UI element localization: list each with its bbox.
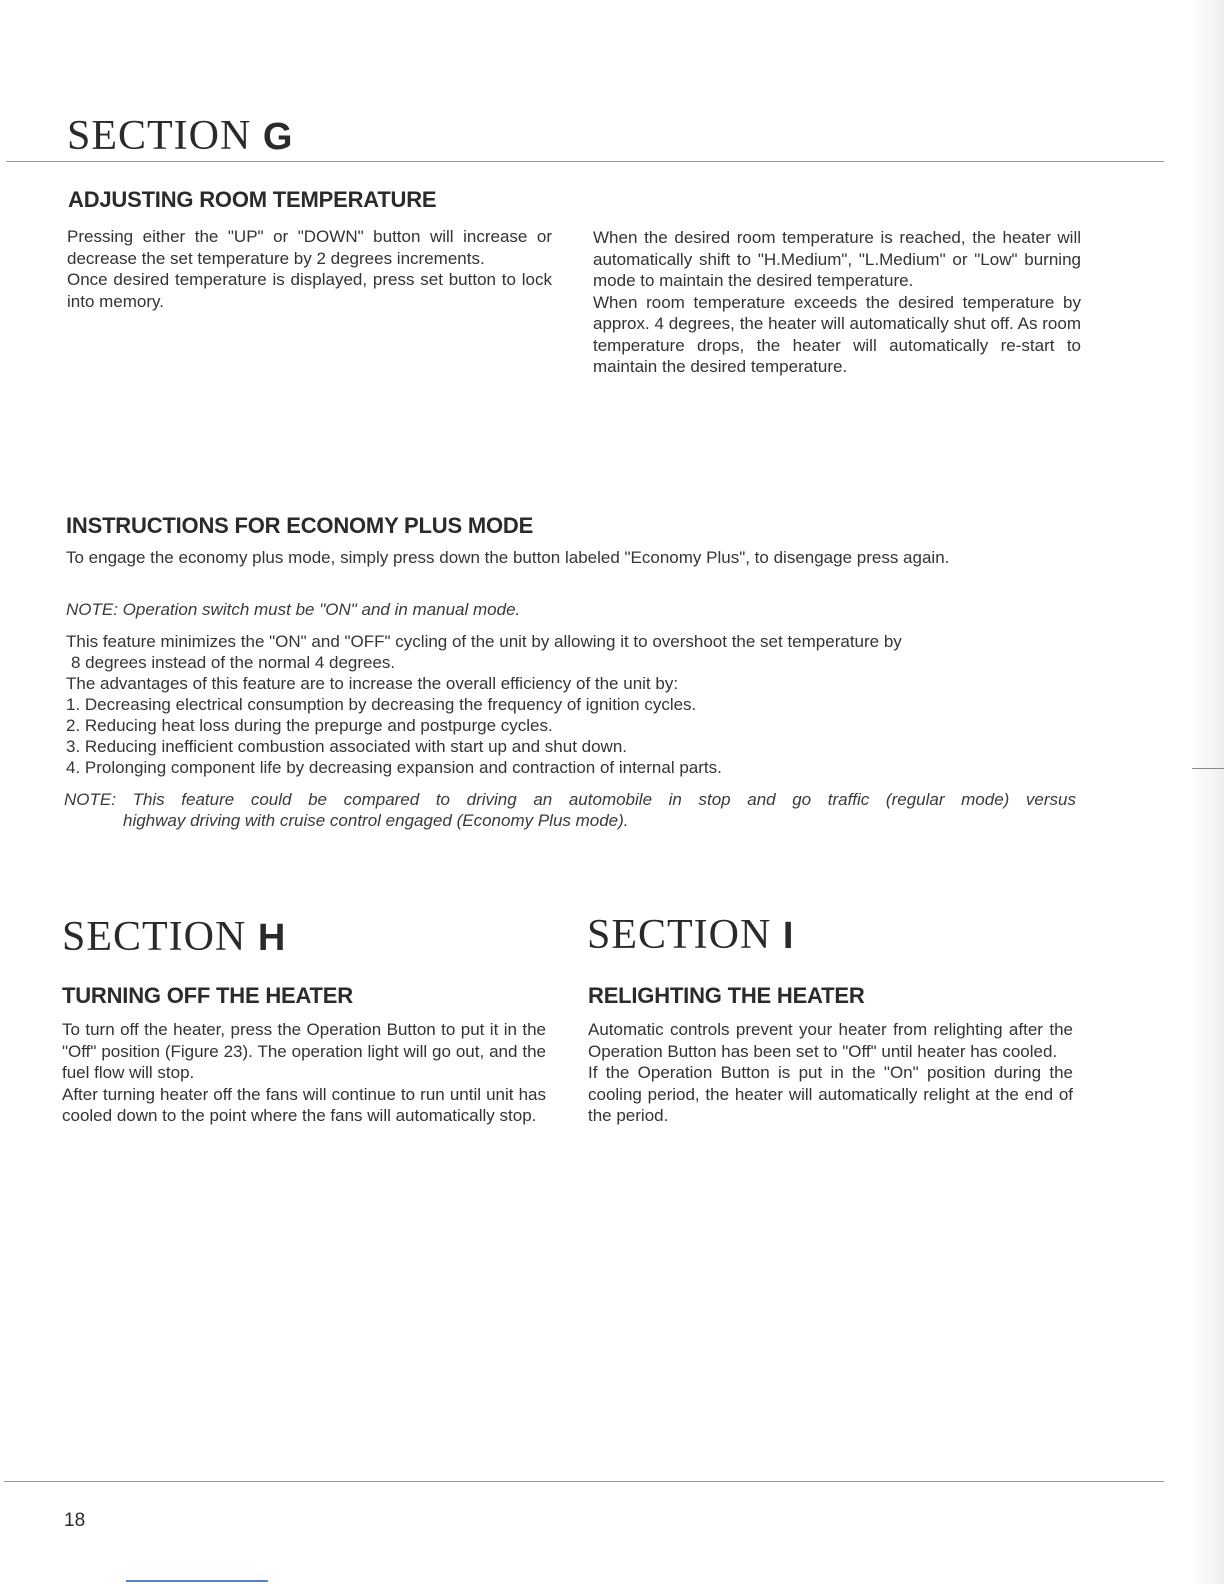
section-g-title-letter: G <box>262 116 294 158</box>
adjusting-left-paragraph: Pressing either the "UP" or "DOWN" button will increase or decrease the set temperature by 2 degrees increments. <box>67 227 552 268</box>
advantage-item: 4. Prolonging component life by decreasing expansion and contraction of internal parts. <box>66 758 722 777</box>
turning-off-text <box>62 1019 546 1127</box>
relighting-text <box>588 1019 1073 1127</box>
section-g-title <box>67 112 293 160</box>
relighting-paragraph: Automatic controls prevent your heater from relighting after the Operation Button has been set to "Off" until heater has cooled. <box>588 1020 1073 1061</box>
edge-tick-mark <box>1192 768 1224 769</box>
section-g-title-word: SECTION <box>67 113 252 159</box>
scan-artifact-line <box>126 1580 268 1582</box>
advantage-item: 2. Reducing heat loss during the prepurge and postpurge cycles. <box>66 716 553 735</box>
adjusting-left-column <box>67 226 552 312</box>
turning-off-paragraph: After turning heater off the fans will continue to run until unit has cooled down to the point where the fans will automatically stop. <box>62 1084 546 1125</box>
economy-advantages-intro: The advantages of this feature are to increase the overall efficiency of the unit by: <box>66 674 679 693</box>
advantage-item: 1. Decreasing electrical consumption by decreasing the frequency of ignition cycles. <box>66 695 697 714</box>
section-i-title <box>587 911 794 959</box>
relighting-paragraph: If the Operation Button is put in the "On" position during the cooling period, the heater will automatically relight at the end of the period. <box>588 1063 1073 1125</box>
adjusting-right-column <box>593 227 1081 378</box>
advantage-item: 3. Reducing inefficient combustion associated with start up and shut down. <box>66 737 628 756</box>
adjusting-left-paragraph: Once desired temperature is displayed, press set button to lock into memory. <box>67 270 552 311</box>
section-i-title-word: SECTION <box>587 912 772 958</box>
section-i-title-letter: I <box>782 915 795 957</box>
turning-off-paragraph: To turn off the heater, press the Operation Button to put it in the "Off" position (Figure 23). The operation light will go out, and the fuel flow will stop. <box>62 1020 546 1082</box>
economy-engage-paragraph: To engage the economy plus mode, simply press down the button labeled "Economy Plus", to disengage press again. <box>66 548 950 567</box>
page-number: 18 <box>64 1510 86 1531</box>
section-h-title <box>62 913 286 961</box>
economy-note-1: NOTE: Operation switch must be "ON" and in manual mode. <box>66 600 521 619</box>
footer-divider <box>4 1481 1164 1482</box>
turning-off-heading: TURNING OFF THE HEATER <box>62 983 353 1008</box>
page-edge-shadow <box>1190 0 1224 1584</box>
economy-feature-line: 8 degrees instead of the normal 4 degrees. <box>71 653 396 672</box>
relighting-heading: RELIGHTING THE HEATER <box>588 983 865 1008</box>
economy-note-2-line-2: highway driving with cruise control engaged (Economy Plus mode). <box>123 811 629 830</box>
economy-heading: INSTRUCTIONS FOR ECONOMY PLUS MODE <box>66 513 534 538</box>
adjusting-heading: ADJUSTING ROOM TEMPERATURE <box>68 187 437 212</box>
section-h-title-letter: H <box>257 917 287 959</box>
adjusting-right-paragraph: When room temperature exceeds the desired temperature by approx. 4 degrees, the heater will automatically shut off. As room temperature drops, the heater will automatically re-start to maintain the desired temperature. <box>593 292 1081 376</box>
adjusting-right-paragraph: When the desired room temperature is reached, the heater will automatically shift to "H.Medium", "L.Medium" or "Low" burning mode to maintain the desired temperature. <box>593 228 1081 290</box>
economy-feature-line: This feature minimizes the "ON" and "OFF" cycling of the unit by allowing it to overshoot the set temperature by <box>66 632 902 651</box>
economy-note-2-line-1: NOTE: This feature could be compared to driving an automobile in stop and go traffic (regular mode) versus <box>64 790 1076 809</box>
section-g-divider <box>6 161 1164 162</box>
economy-note-2 <box>64 789 1076 831</box>
economy-feature-block <box>66 631 1078 778</box>
economy-engage-text <box>66 547 1076 568</box>
section-h-title-word: SECTION <box>62 914 247 960</box>
